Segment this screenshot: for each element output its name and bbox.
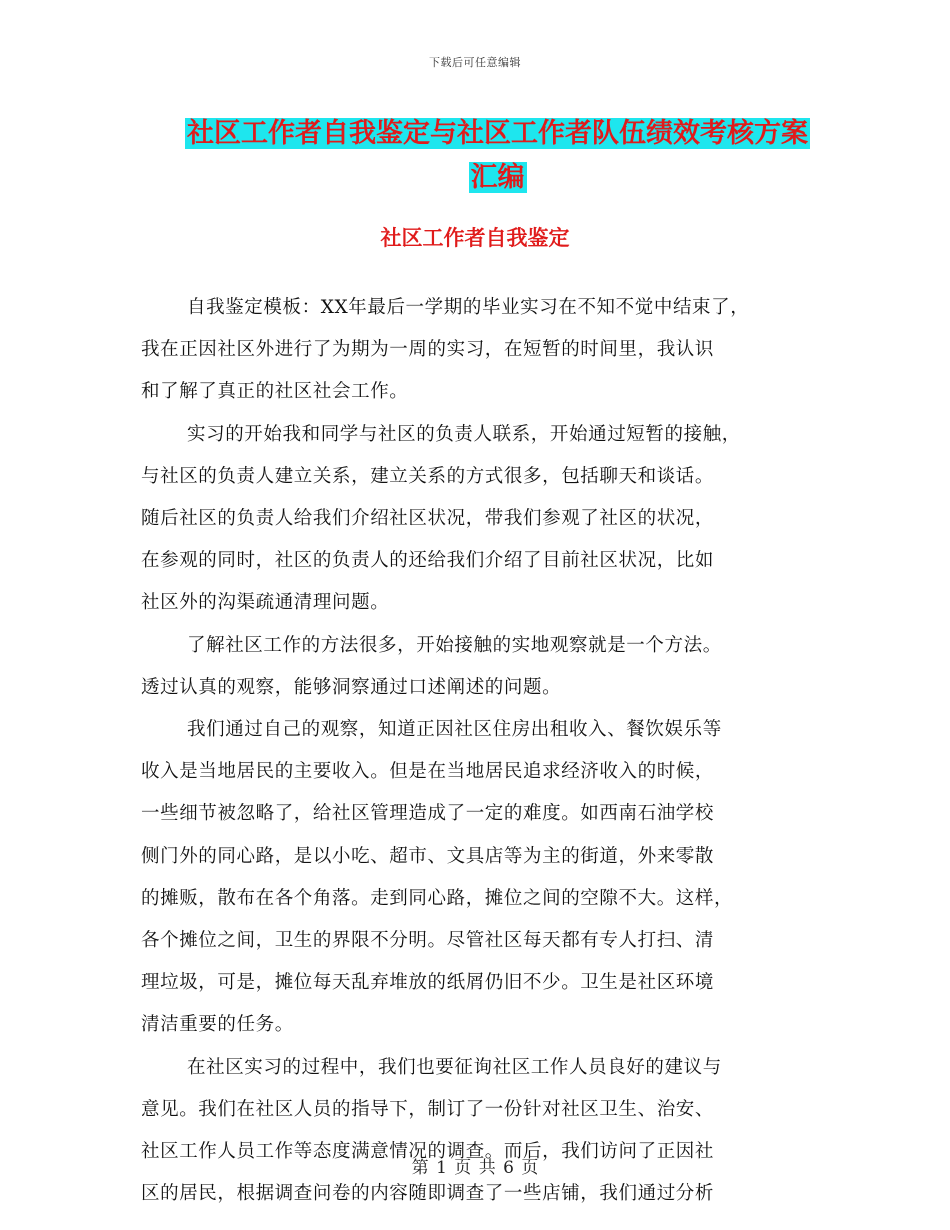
- paragraph-line: 自我鉴定模板：XX年最后一学期的毕业实习在不知不觉中结束了，: [187, 297, 750, 318]
- paragraph-line: 我们通过自己的观察，知道正因社区住房出租收入、餐饮娱乐等: [187, 719, 722, 741]
- document-title-line-1: 社区工作者自我鉴定与社区工作者队伍绩效考核方案: [187, 118, 808, 149]
- paragraph-line: 在参观的同时，社区的负责人的还给我们介绍了目前社区状况，比如: [141, 550, 715, 572]
- document-title: [140, 112, 855, 200]
- document-title-line-2: 汇编: [470, 162, 525, 193]
- paragraph-line: 的摊贩，散布在各个角落。走到同心路，摊位之间的空隙不大。这样，: [141, 887, 734, 909]
- paragraph-line: 和了解了真正的社区社会工作。: [141, 381, 409, 403]
- paragraph-line: 区的居民，根据调查问卷的内容随即调查了一些店铺，我们通过分析: [141, 1183, 715, 1205]
- paragraph-line: 社区工作人员工作等态度满意情况的调查。而后，我们访问了正因社: [141, 1141, 715, 1163]
- paragraph-line: 随后社区的负责人给我们介绍社区状况，带我们参观了社区的状况，: [141, 508, 715, 530]
- paragraph-line: 在社区实习的过程中，我们也要征询社区工作人员良好的建议与: [187, 1056, 722, 1078]
- paragraph-line: 收入是当地居民的主要收入。但是在当地居民追求经济收入的时候，: [141, 761, 715, 783]
- paragraph-line: 各个摊位之间，卫生的界限不分明。尽管社区每天都有专人打扫、清: [141, 930, 715, 952]
- paragraph-line: 清洁重要的任务。: [141, 1014, 294, 1036]
- paragraph-line: 意见。我们在社区人员的指导下，制订了一份针对社区卫生、治安、: [141, 1098, 715, 1120]
- paragraph-line: 我在正因社区外进行了为期为一周的实习，在短暂的时间里，我认识: [141, 339, 715, 361]
- paragraph-line: 社区外的沟渠疏通清理问题。: [141, 592, 390, 614]
- body-text: [141, 287, 811, 1215]
- paragraph-line: 与社区的负责人建立关系，建立关系的方式很多，包括聊天和谈话。: [141, 465, 715, 487]
- paragraph-line: 侧门外的同心路，是以小吃、超市、文具店等为主的街道，外来零散: [141, 845, 715, 867]
- paragraph-line: 一些细节被忽略了，给社区管理造成了一定的难度。如西南石油学校: [141, 803, 715, 825]
- paragraph-line: 实习的开始我和同学与社区的负责人联系，开始通过短暂的接触，: [187, 423, 741, 445]
- paragraph-line: 透过认真的观察，能够洞察通过口述阐述的问题。: [141, 676, 562, 698]
- paragraph-line: 理垃圾，可是，摊位每天乱弃堆放的纸屑仍旧不少。卫生是社区环境: [141, 972, 715, 994]
- section-heading: 社区工作者自我鉴定: [380, 226, 570, 250]
- header-note: 下载后可任意编辑: [429, 56, 521, 69]
- paragraph-line: 了解社区工作的方法很多，开始接触的实地观察就是一个方法。: [187, 634, 722, 656]
- page-number-footer: 第 1 页 共 6 页: [411, 1158, 539, 1178]
